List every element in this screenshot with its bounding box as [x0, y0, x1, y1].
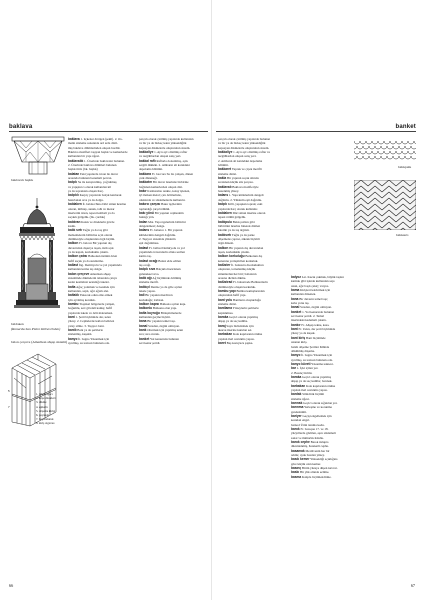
entry-line: oluklarda ve süslemelerde kullanılır.	[139, 197, 186, 202]
dictionary-column-1	[218, 137, 286, 346]
entry-line: sert kenar şeridi. 2. Temel	[291, 314, 324, 319]
entry-line: balkonlu Balkonu olan yapı.	[139, 306, 178, 311]
entry-line: bakkaliye 1. Ayrı ayrı dizilmiş raflar ve	[218, 150, 271, 155]
entry-line: balkon Fr. balcon Bir yapının dış	[68, 241, 112, 246]
entry-line: süslenmiş, kuşaklı.	[68, 332, 93, 337]
entry-line: balkon çatısı Balkonun üstünü örten	[68, 254, 118, 259]
entry-line: ayrılmış, su tesisatı bulunan oda.	[68, 341, 110, 346]
entry-line: balta Ağaç yontmak ve kesmek için	[68, 284, 115, 289]
scale-arc	[405, 146, 411, 149]
entry-line: balçık Killi, yapışkan toprak; eski	[218, 202, 263, 207]
scale-arc	[375, 146, 381, 149]
legend-item: 3. dikme	[36, 400, 47, 405]
entry-line: dizilmesiyle oluşturulan örgü biçimi.	[68, 236, 116, 241]
entry-line: çark düzeneği.	[139, 176, 158, 181]
entry-line: yapılan ileri savunma yapısı.	[291, 387, 328, 392]
entry-line: bar 1. İçki içilen yer.	[291, 366, 319, 371]
entry-line: bariyer Geçişi engellemek için	[291, 414, 332, 418]
entry-line: balta kuyruğu Birleştirmelerde	[139, 310, 182, 315]
scale-arc	[414, 141, 416, 144]
entry-line: hazırlanan sıva ya da dolgu.	[68, 197, 104, 202]
scale-arc	[399, 146, 405, 149]
entry-line: barınak Geçici olarak sığınılan yer.	[291, 400, 338, 405]
entry-line: balüstrad Fr. balustrade Balüsterlerin	[218, 280, 268, 285]
entry-line: bakkaret Yaprak ve çiçek motifli	[218, 167, 262, 172]
entry-line: eşit dağıtılması.	[139, 241, 160, 246]
legend-item: 4. eşikaltı	[36, 404, 48, 409]
entry-line: kırma taş.	[139, 254, 152, 259]
entry-line: dökülmüş döşeme.	[291, 348, 315, 353]
entry-line: ya da topraktan oluşan harç.	[68, 189, 104, 194]
scale-arc	[396, 141, 402, 144]
entry-line: tezgâhlardan oluşan satış yeri.	[218, 154, 257, 159]
scale-arc	[390, 151, 396, 154]
entry-line: üzerindeki kademeli çıkıntı.	[291, 318, 327, 323]
entry-line: bana Bir yapının temel taşı.	[139, 319, 176, 324]
entry-line: baltalık Yakacak odun elde etmek	[68, 293, 113, 298]
baldachin-caption-title: baldaken	[11, 322, 24, 326]
entry-line: kullanılan, saplı, ağır ağızlı alet.	[68, 289, 109, 294]
entry-line: bakkara Fr. baccara Su ile çalışan, dönen	[139, 171, 194, 176]
entry-line: saçaklı gölgelik. (bk. çardak)	[68, 215, 106, 220]
scale-arc	[378, 151, 384, 154]
entry-line: barok cephe Barok üslupta	[291, 440, 329, 445]
entry-line: başlık türü. (bk. başlık)	[68, 167, 98, 172]
page-number-right: 67	[410, 583, 415, 588]
entry-line: baraj Suyu biriktirmek için	[218, 323, 254, 328]
scale-arc	[384, 151, 390, 154]
entry-line: bant 1. Şerit biçiminde dar, uzun	[68, 315, 111, 320]
entry-line: baklavalı Baklava motifleriyle	[218, 184, 259, 189]
legend-item: 6. payanda	[36, 413, 49, 418]
entry-line: miş baklava dilimlerinden oluşan bordür.	[68, 145, 121, 150]
entry-line: balans Fr. balance 1. Bir yapının	[139, 228, 183, 233]
entry-line: ahşap ya da saç kulübe; barınak.	[291, 379, 333, 384]
entry-line: baldaken Dört sütun üzerine oturan	[218, 210, 266, 215]
entry-line: üzerlerini örten, tepesi kubbeli ya da	[68, 210, 115, 215]
entry-line: süsleme öğesi.	[291, 396, 310, 401]
entry-line: sıralanan küçük süs parçası.	[218, 180, 254, 185]
entry-line: depolama bölümü.	[139, 167, 163, 172]
scale-arc	[387, 156, 393, 159]
scale-arc	[387, 146, 393, 149]
entry-line: sanat ve mimarlık üslubu.	[291, 435, 324, 440]
entry-line: dizilmesiyle oluşan korkuluk.	[218, 284, 256, 289]
entry-line: ballast İng. Demiryolu ve yol yapımında	[68, 262, 122, 267]
entry-line: bakkatırı Bir duvar üzerinde birbirine	[139, 180, 189, 185]
herringbone-caption: balıksırtı	[396, 233, 409, 237]
entry-line: kütlelerinin dengeli dağılımı.	[139, 232, 177, 237]
header-rule-right	[216, 131, 416, 132]
scale-arc	[408, 141, 414, 144]
entry-line: 2. Taşıyıcı sistemde yüklerin	[139, 236, 176, 241]
entry-line: yapılarda iskele ve örtü malzemesi.	[68, 310, 114, 315]
capital-caption: baklavalı başlık	[11, 178, 34, 182]
entry-line: bant yolu Bantların oluşturduğu	[218, 297, 261, 302]
entry-line: barbakan Kale kapılarının önüne	[291, 383, 336, 388]
running-head-right: banket	[395, 124, 416, 130]
entry-line: balkon kapısı Balkona açılan kapı.	[139, 302, 187, 307]
fish-scale-pattern-figure	[354, 138, 416, 162]
entry-line: sütunlardan her biri; babaların	[218, 271, 257, 276]
entry-line: arasına dizilen dikme.	[218, 276, 247, 280]
entry-line: toplandığı çarşı bölümü.	[139, 206, 171, 211]
scale-arc	[408, 151, 414, 154]
entry-line: hafif saçak ya da sundurma.	[68, 258, 104, 263]
scale-arc	[360, 141, 366, 144]
entry-line: banal Sıradan, özgün olmayan.	[291, 305, 332, 310]
dictionary-column-3	[139, 137, 205, 346]
scale-arc	[405, 156, 411, 159]
entry-line: oturan, mihrap, sunak, taht ve mezar	[68, 206, 115, 211]
entry-line: kapsayan dikmelerle oluşturulan sistem.	[139, 145, 191, 150]
entry-line: bankır Fr. Ahşap tekne, kasa.	[291, 322, 330, 327]
entry-line: bakkaliye 1. Ayrı ayrı dizilmiş raflar	[139, 150, 188, 155]
entry-line: dengelemesi; denge.	[139, 223, 166, 228]
entry-line: bakır Kırmızımsı renkte, kolay işlenen,	[139, 189, 191, 194]
entry-line: basamak Merdivenin her bir	[291, 448, 330, 453]
grid-caption: balon çerçeve (Amerikan ahşap sistemi)	[11, 340, 68, 344]
scale-arc	[366, 151, 372, 154]
entry-line: oluşturan, tornalanmış küçük	[218, 267, 256, 272]
entry-line: baraka Geçici olarak yapılmış	[218, 315, 258, 320]
entry-line: bantlı Bant ya da şeritlerle	[68, 328, 103, 333]
entry-line: balıkpulu Balık pulları gibi	[218, 219, 255, 224]
entry-line: malzemelerin birbirine açılı olarak	[68, 232, 113, 237]
entry-line: bant Fr. Uzun, dar şerit biçiminde	[291, 327, 336, 332]
entry-line: baraka Geçici olarak yapılmış	[291, 374, 331, 379]
entry-line: sıra; sıra oturak.	[139, 332, 160, 337]
right-page	[212, 0, 424, 600]
scale-arc	[402, 141, 408, 144]
entry-line: bağlanan kemerlerden oluşan dizi.	[139, 184, 183, 189]
entry-line: balıksırtı Tuğla ya da parke	[218, 232, 255, 237]
entry-line: süsleme dizisi.	[218, 302, 237, 307]
entry-line: baldıran Kazık ve direklerin gövde	[68, 219, 115, 224]
baldachin-caption-source: (Roma'da San Pietro Kilisesi'nden)	[11, 327, 61, 331]
entry-line: bakkal raflı Raflarla donatılmış, açık	[139, 158, 188, 163]
scale-arc	[384, 141, 390, 144]
legend-item: 2. köşe direkleri	[36, 396, 56, 401]
entry-line: balkon Bir yapının dış duvarından	[218, 245, 264, 250]
entry-line: bakırcı çarşısı Bakır işçilerinin	[139, 202, 182, 207]
entry-line: banyo İt. bagno Yıkanmak için	[68, 336, 110, 341]
fish-scale-caption: balıkpulu	[398, 165, 412, 169]
scale-arc	[363, 156, 369, 159]
entry-line: banyo İt. bagno Yıkanmak için	[291, 353, 333, 358]
entry-line: kaba yonu taş.	[291, 301, 310, 306]
entry-line: sergili dükkân. 2. Ambarın alt katındaki	[139, 163, 190, 168]
scale-arc	[396, 151, 402, 154]
entry-line: bambu yapı Bambu kamışlarından	[218, 289, 265, 294]
scale-arc	[411, 156, 416, 159]
scale-arc	[369, 156, 375, 159]
entry-line: kullanılan kırma taş dolgu.	[68, 267, 103, 272]
entry-line: bölümü.	[218, 163, 229, 168]
herringbone-pattern-figure	[354, 180, 416, 230]
entry-line: barok Fr. baroque 17. ve 18.	[291, 427, 329, 432]
entry-line: ayrılmış, su tesisatı bulunan oda.	[291, 357, 333, 362]
entry-line: balçık sıva Balçıkla hazırlanan	[139, 267, 181, 272]
entry-line: taşan, korkuluklu çıkıntı.	[218, 249, 250, 254]
entry-line: birbirinin üzerine binerek dizilen	[218, 223, 261, 228]
entry-line: adımı; ayak basılan yüzey.	[291, 453, 325, 458]
entry-line: basık kemer Yüksekliği açıklığına	[291, 457, 338, 462]
scale-arc	[366, 141, 372, 144]
entry-line: baktığı yön.	[139, 215, 155, 220]
entry-line: barkod Ürün tanıma kodu.	[291, 422, 325, 427]
entry-line: göre küçük olan kemer.	[291, 461, 321, 466]
entry-line: bank Oturmak için yapılmış uzun	[139, 328, 183, 333]
entry-line: uzun, ağır başlı çekiç; varyos.	[291, 283, 330, 288]
entry-line: kırmak gibi işlerde kullanılan sapı	[291, 279, 335, 284]
entry-line: ya da kapalı, korkuluklu çıkıntı.	[68, 249, 109, 254]
entry-line: baklavalık 1. Üzerinde baklavalar bulunan.	[68, 158, 125, 163]
entry-line: basma Kalıpla biçimlendirme.	[291, 474, 332, 479]
entry-line: bantlama Yüzeylerin şeritlerle	[218, 306, 259, 311]
svg-text:5: 5	[8, 389, 10, 393]
entry-line: bama Kirişleri kaldırmak için	[291, 288, 331, 293]
scale-arc	[354, 146, 357, 149]
entry-line: yapımında traverslerin altına serilen	[139, 249, 185, 254]
entry-line: düzenlenmiş, hareketli cephe.	[291, 444, 329, 449]
entry-line: kısmı.	[68, 223, 76, 228]
scale-arc	[360, 151, 366, 154]
entry-line: konulan engel.	[291, 418, 310, 423]
entry-line: ve bir ya da birkaç katın yüksekliğini	[218, 141, 266, 146]
scale-arc	[357, 146, 363, 149]
scale-arc	[354, 151, 360, 154]
entry-line: bambu Tropikal bölgelerde yetişen,	[68, 302, 115, 307]
entry-line: balatan Eski yapılarda tavan ile duvar	[68, 171, 119, 176]
entry-line: bezenmiş yüzey.	[218, 189, 240, 194]
entry-line: iyi iletken metal; çatı örtülerinde,	[139, 193, 182, 198]
entry-line: uzanan kiriş.	[291, 340, 308, 345]
entry-line: baskı Bir yük altında ezilme.	[291, 470, 330, 475]
scale-arc	[354, 141, 360, 144]
page-number-left: 66	[9, 583, 14, 588]
entry-line: sisteminde dikmelerin tabandan çatıya	[68, 276, 117, 280]
entry-line: balüster İt. balaustro Korkulukları	[218, 262, 264, 267]
grid-legend	[36, 392, 64, 426]
scale-arc	[390, 141, 396, 144]
legend-item: 5. döşeme kirişi	[36, 408, 56, 413]
entry-line: balans 1. Yapı kütlelerinin dengeli	[218, 193, 264, 198]
entry-line: oluşturulan hafif yapı.	[218, 293, 247, 298]
entry-line: balast ocağı Balast elde edilen	[139, 258, 181, 263]
entry-line: ve yapıştırıcı olarak kullanılan kil	[68, 184, 112, 189]
entry-line: örgü düzeni.	[218, 241, 234, 246]
entry-line: balçık Su ile karıştırılmış, yoğrulmuş	[68, 180, 117, 185]
entry-line: süsleme dizisi.	[218, 171, 237, 176]
scale-arc	[381, 146, 387, 149]
entry-line: parçalı olarak çizilmiş yapılarda kullanılan	[139, 137, 194, 141]
entry-line: barbakan Kale kapılarının önüne	[218, 332, 263, 337]
entry-line: kullanılan düzenek.	[291, 292, 316, 297]
entry-line: balkon korkuluğu Balkonun dış	[218, 254, 263, 259]
entry-line: bant kiriş Bant biçiminde	[291, 335, 326, 340]
entry-line: kullanılan geçme biçimi.	[139, 315, 171, 320]
entry-line: yüzey. 2. Cephelerde katları belirten	[68, 319, 115, 324]
entry-line: banket 1. Yol kenarında bulunan	[291, 309, 335, 314]
scale-arc	[357, 156, 363, 159]
entry-line: kaplanması.	[218, 310, 234, 315]
entry-line: bakı yönü Bir yapının cephesinin	[139, 210, 184, 215]
scale-arc	[399, 156, 405, 159]
legend-item: 1. tahan ağacı	[36, 392, 53, 396]
entry-line: taş ocağı.	[139, 262, 152, 267]
dictionary-column-2	[68, 137, 134, 346]
entry-line: ve bir ya da birkaç katın yüksekliğini	[139, 141, 187, 146]
scale-arc	[375, 156, 381, 159]
entry-line: kadar kesintisiz uzandığı iskelet.	[68, 280, 110, 285]
entry-line: bali Bir yapının merdiven	[139, 293, 173, 298]
entry-line: balast Fr. ballast Demiryolu ve yol	[139, 245, 185, 250]
entry-line: yüzey ya da kuşak.	[291, 331, 316, 336]
entry-line: korkuluğu; trabzan.	[139, 297, 164, 302]
header-rule-left	[9, 131, 208, 132]
entry-line: tepesi örtülü gölgelik.	[218, 215, 246, 220]
entry-line: bakla Bir yapının saçak altında	[218, 176, 259, 181]
running-head-left: baklava	[9, 124, 33, 130]
entry-line: döşemede çapraz, zikzak biçimli	[218, 236, 260, 241]
entry-line: banal Sıradan, özgün olmayan.	[139, 323, 180, 328]
scale-arc	[393, 156, 399, 159]
entry-line: akarsu üzerine kurulan set.	[218, 328, 253, 333]
entry-line: yapılan ileri savunma yapısı.	[218, 336, 255, 341]
entry-line: kenarına yerleştirilen korkuluk.	[218, 258, 259, 263]
entry-line: 2. Basınç birimi.	[291, 370, 313, 375]
entry-line: bardak Silindirik biçimli	[291, 392, 325, 397]
entry-line: banyo küveti Yıkanma teknesi.	[291, 361, 334, 366]
scale-arc	[411, 146, 416, 149]
entry-line: baklava 1. üçkenar dörtgen (şekil). 2. Os-	[68, 137, 123, 141]
entry-line: ve tezgâhlardan oluşan satış yeri.	[139, 154, 182, 159]
entry-line: iskele yapısı.	[139, 289, 156, 294]
entry-line: balık sırtı Tuğla ya da taş gibi	[68, 228, 108, 233]
scale-arc	[402, 151, 408, 154]
entry-line: bana Bir duvarın temel taşı;	[291, 296, 328, 301]
entry-line: balan Mat. Yapı ögelerinin birbirini	[139, 219, 186, 224]
scale-arc	[372, 151, 378, 154]
entry-line: dağılımı. 2. Yüklerin eşit dağıtımı.	[218, 197, 263, 202]
entry-line: parçalı olarak çizilmiş yapılarda bulunan	[218, 137, 271, 141]
entry-line: için ayrılmış koruluk.	[68, 297, 96, 302]
entry-line: manlı süsleme sanatında ard arda dizil-	[68, 141, 118, 146]
entry-line: baret Baş koruyucu şapka.	[218, 341, 254, 346]
scale-arc	[393, 146, 399, 149]
entry-line: 2. Ambarın alt katındaki depolama	[218, 158, 263, 163]
entry-line: kullanılan bir yapı öğesi.	[68, 154, 100, 159]
scale-arc	[354, 156, 357, 159]
entry-line: sert kenar şeridi.	[139, 341, 161, 346]
entry-line: balon çerçeve Amerikan ahşap	[68, 271, 111, 276]
entry-line: Baklava motifleri taşıyan başlık ve kemerlerde	[68, 150, 128, 155]
entry-line: baldaken İt. baldacchino Dört sütun üzerine	[68, 202, 127, 207]
svg-text:7: 7	[8, 405, 10, 409]
entry-line: basınç Birim yüzeye düşen kuvvet.	[291, 466, 338, 471]
scale-arc	[378, 141, 384, 144]
scale-arc	[363, 146, 369, 149]
legend-item: 8. kiriş ızgarası	[36, 421, 55, 426]
baldachin-figure	[14, 196, 60, 316]
entry-line: banket Yol kenarında bulunan	[139, 336, 179, 341]
entry-line: kiremit ya da taş örgüsü.	[218, 228, 250, 233]
entry-line: geleneksel sıva.	[139, 271, 160, 276]
entry-line: ahşap ya da saç kulübe.	[218, 319, 249, 324]
legend-item: 7. boyunduruk	[36, 417, 54, 422]
entry-line: arasında bulunan bezemeli pervaz.	[68, 176, 113, 181]
entry-line: 2. Üzerinde baklava dilimleri bulunan	[68, 163, 117, 168]
entry-line: süsleme motifi.	[139, 280, 159, 285]
entry-line: kapsayan dikmelerle oluşturulan sistem.	[218, 145, 270, 150]
entry-line: barınma Yerleşme ve korunma	[291, 405, 332, 410]
entry-line: boğumlu, sert gövdeli kamış; hafif	[68, 306, 112, 311]
entry-line: yapılarda harç olarak kullanılır.	[218, 206, 259, 211]
scale-arc	[414, 151, 416, 154]
entry-line: balyoz Lat. Kazık çakmak, büyük taşları	[291, 275, 345, 279]
herringbone-frame	[354, 180, 416, 230]
entry-line: bantlı döşeme Şeritler hâlinde	[291, 344, 330, 349]
capital-figure	[10, 136, 66, 176]
entry-line: balık ağı Ağ biçiminde örülmüş	[139, 276, 182, 280]
entry-line: gereksinimi.	[291, 409, 307, 414]
entry-line: duvarından dışarıya taşan, üstü açık	[68, 245, 114, 250]
entry-line: balıkçıl Denize ya da göle açılan	[139, 284, 182, 289]
scale-arc	[369, 146, 375, 149]
scale-arc	[381, 156, 387, 159]
entry-line: balçıklı Kerpiç yapılarda balçık katılarak	[68, 193, 122, 198]
entry-line: yüzyıllarda görülen, aşırı süslemeli	[291, 431, 336, 436]
scale-arc	[372, 141, 378, 144]
dictionary-column-2	[291, 275, 349, 479]
entry-line: yatay silme. 3. Taşıyıcı bant.	[68, 323, 105, 328]
